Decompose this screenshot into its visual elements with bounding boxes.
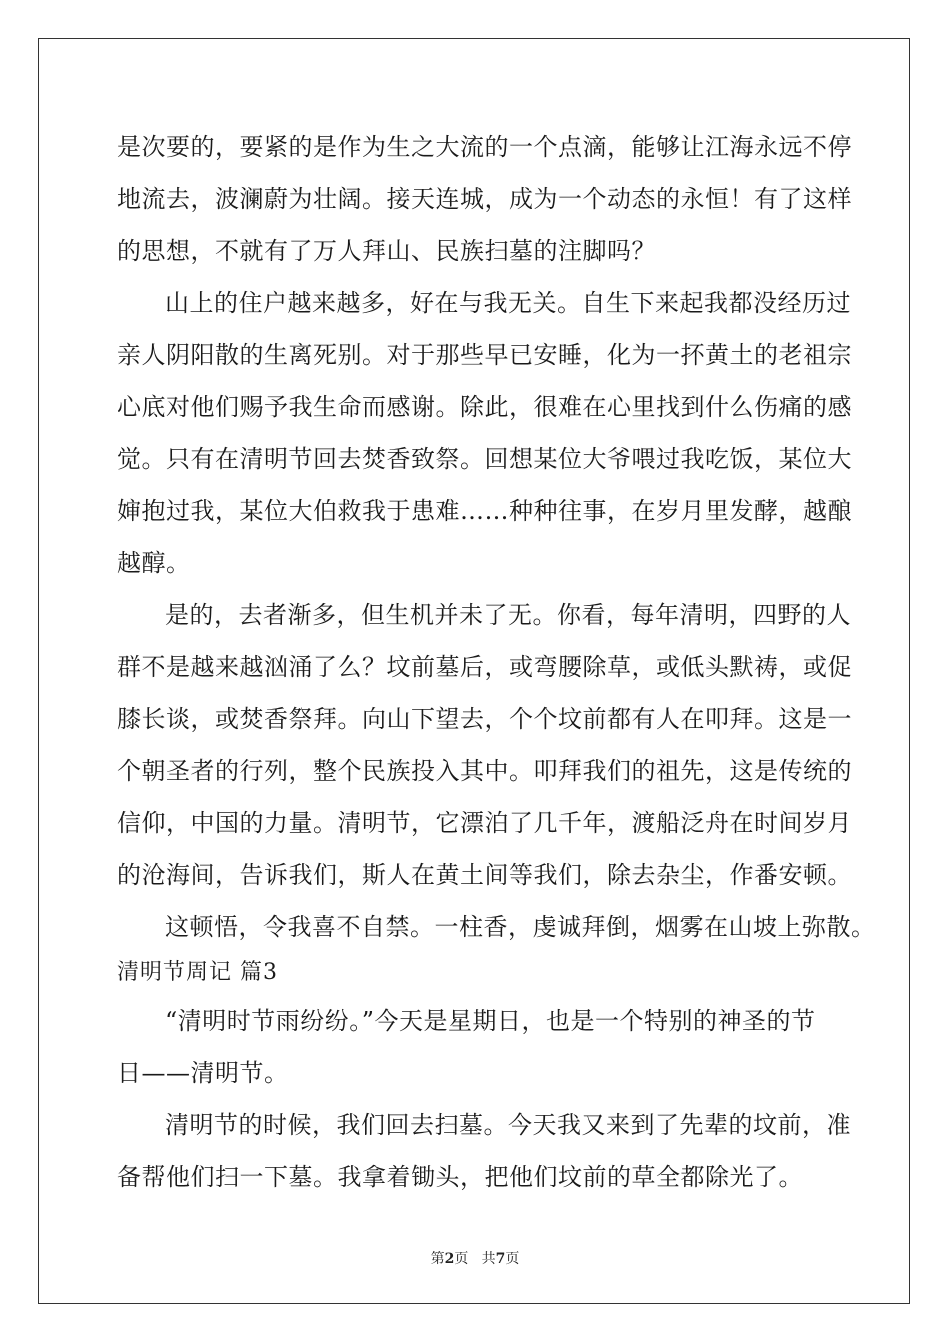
text-line: 越醇。 <box>117 549 191 577</box>
text-line: 群不是越来越汹涌了么？坟前墓后，或弯腰除草，或低头默祷，或促 <box>117 653 852 681</box>
section-heading: 清明节周记 篇3 <box>117 960 278 985</box>
page-footer <box>0 1248 950 1268</box>
page-number: 2 <box>444 1251 455 1267</box>
page-prefix: 第 <box>430 1251 445 1267</box>
text-line: 的沧海间，告诉我们，斯人在黄土间等我们，除去杂尘，作番安顿。 <box>117 861 852 889</box>
text-line: 个朝圣者的行列，整个民族投入其中。叩拜我们的祖先，这是传统的 <box>117 757 852 785</box>
page-suffix: 页 <box>454 1251 469 1267</box>
text-line: 的思想，不就有了万人拜山、民族扫墓的注脚吗？ <box>117 237 656 265</box>
total-suffix: 页 <box>505 1251 520 1267</box>
text-line: 日——清明节。 <box>117 1059 289 1087</box>
text-line: 亲人阴阳散的生离死别。对于那些早已安睡，化为一抔黄土的老祖宗 <box>117 341 852 369</box>
text-line: 婶抱过我，某位大伯救我于患难……种种往事，在岁月里发酵，越酿 <box>117 497 852 525</box>
text-line: 心底对他们赐予我生命而感谢。除此，很难在心里找到什么伤痛的感 <box>117 393 852 421</box>
text-line: 信仰，中国的力量。清明节，它漂泊了几千年，渡船泛舟在时间岁月 <box>117 809 852 837</box>
text-line: 觉。只有在清明节回去焚香致祭。回想某位大爷喂过我吃饭，某位大 <box>117 445 852 473</box>
text-line: 是次要的，要紧的是作为生之大流的一个点滴，能够让江海永远不停 <box>117 133 852 161</box>
text-line: 这顿悟，令我喜不自禁。一柱香，虔诚拜倒，烟雾在山坡上弥散。 <box>165 913 876 941</box>
text-line: 地流去，波澜蔚为壮阔。接天连城，成为一个动态的永恒！有了这样 <box>117 185 852 213</box>
total-prefix: 共 <box>481 1251 496 1267</box>
text-line: 山上的住户越来越多，好在与我无关。自生下来起我都没经历过 <box>165 289 851 317</box>
text-line: 备帮他们扫一下墓。我拿着锄头，把他们坟前的草全都除光了。 <box>117 1163 803 1191</box>
text-line: 膝长谈，或焚香祭拜。向山下望去，个个坟前都有人在叩拜。这是一 <box>117 705 852 733</box>
total-pages: 7 <box>495 1251 506 1267</box>
text-line: “清明时节雨纷纷。”今天是星期日，也是一个特别的神圣的节 <box>165 1007 816 1035</box>
text-line: 是的，去者渐多，但生机并未了无。你看，每年清明，四野的人 <box>165 601 851 629</box>
text-line: 清明节的时候，我们回去扫墓。今天我又来到了先辈的坟前，准 <box>165 1111 851 1139</box>
